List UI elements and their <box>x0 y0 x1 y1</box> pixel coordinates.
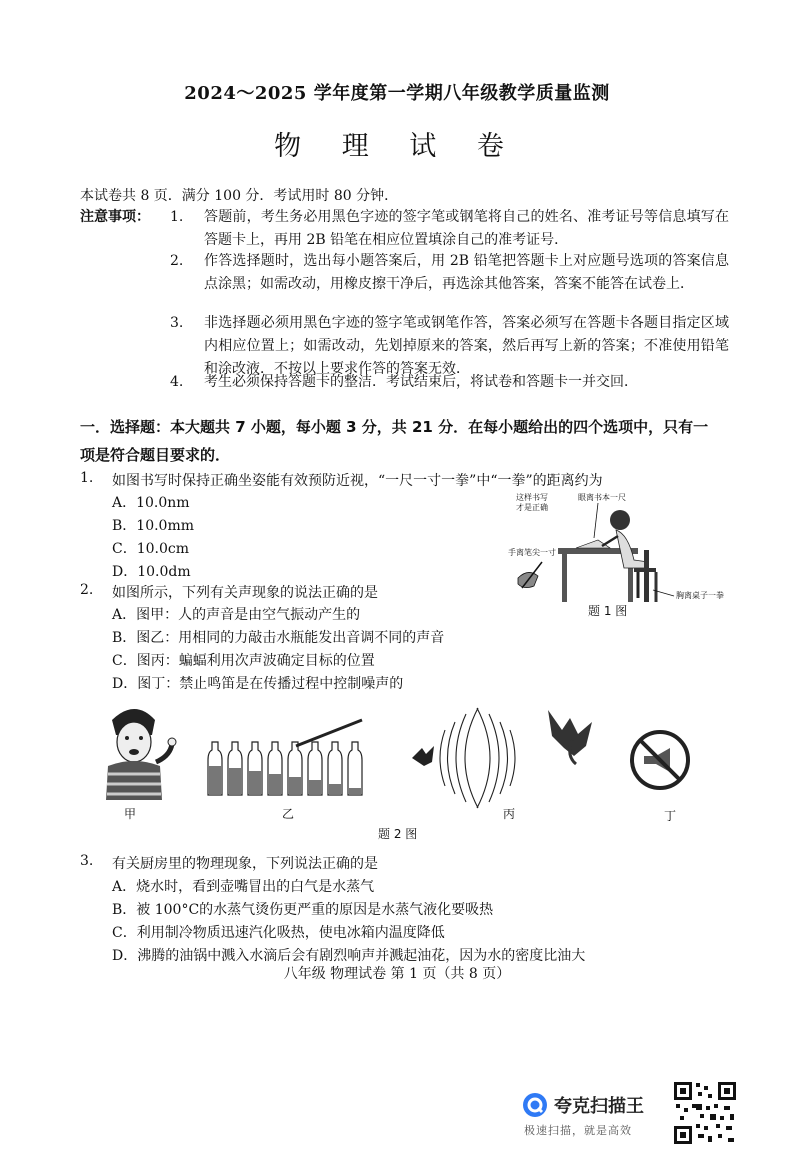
notice-label: 注意事项： <box>80 209 150 225</box>
question-number: 3. <box>80 853 94 869</box>
figure2-label-jia: 甲 <box>124 807 137 821</box>
figure2-label-yi: 乙 <box>282 807 295 821</box>
option-b: B．图乙：用相同的力敲击水瓶能发出音调不同的声音 <box>112 630 445 646</box>
label-correct-1: 这样书写 <box>516 493 548 502</box>
section-heading <box>80 413 720 469</box>
figure2-label-bing: 丙 <box>503 807 516 821</box>
bat-echolocation-illustration <box>412 708 592 808</box>
notice-item-number: 2. <box>170 253 184 269</box>
scanner-logo-icon <box>522 1092 548 1118</box>
option-c: C．利用制冷物质迅速汽化吸热，使电冰箱内温度降低 <box>112 925 445 941</box>
notice-item-text: 考生必须保持答题卡的整洁．考试结束后，将试卷和答题卡一并交回． <box>204 374 638 390</box>
option-b: B．被 100°C的水蒸气烫伤更严重的原因是水蒸气液化要吸热 <box>112 902 494 918</box>
option-a: A．烧水时，看到壶嘴冒出的白气是水蒸气 <box>112 879 375 895</box>
exam-title: 2024～2025 学年度第一学期八年级教学质量监测 <box>184 83 610 104</box>
speaking-person-illustration <box>106 709 176 800</box>
scanner-watermark <box>522 1090 672 1140</box>
option-c: C．10.0cm <box>112 541 189 557</box>
section-heading-line2: 项是符合题目要求的． <box>80 446 231 464</box>
no-honking-sign-icon <box>632 732 688 788</box>
notice-item-text: 作答选择题时，选出每小题答案后，用 2B 铅笔把答题卡上对应题号选项的答案信息点涂黑；如需改动，用橡皮擦干净后，再选涂其他答案，答案不能答在试卷上． <box>204 253 729 292</box>
question-number: 2. <box>80 582 94 598</box>
qr-code-image <box>672 1080 738 1146</box>
option-d: D．10.0dm <box>112 564 191 580</box>
notice-item-number: 4. <box>170 374 184 390</box>
writing-posture-figure <box>498 490 724 615</box>
scanner-slogan: 极速扫描，就是高效 <box>524 1124 632 1137</box>
question-text: 如图书写时保持正确坐姿能有效预防近视，“一尺一寸一拳”中“一拳”的距离约为 <box>112 473 603 489</box>
page-footer: 八年级 物理试卷 第 1 页（共 8 页） <box>283 966 511 982</box>
figure2-caption: 题 2 图 <box>378 827 418 841</box>
section-heading-line1: 一．选择题：本大题共 7 小题，每小题 3 分，共 21 分．在每小题给出的四个选项中，只有一 <box>80 418 709 436</box>
notice-item-number: 3. <box>170 315 184 331</box>
label-eye: 眼离书本一尺 <box>578 493 626 502</box>
option-a: A．图甲：人的声音是由空气振动产生的 <box>112 607 361 623</box>
figure1-caption: 题 1 图 <box>588 604 628 618</box>
option-d: D．沸腾的油锅中溅入水滴后会有剧烈响声并溅起油花，因为水的密度比油大 <box>112 948 586 964</box>
option-c: C．图丙：蝙蝠利用次声波确定目标的位置 <box>112 653 375 669</box>
question-text: 如图所示，下列有关声现象的说法正确的是 <box>112 585 378 601</box>
notice-item <box>170 206 730 252</box>
water-bottles-illustration <box>208 720 362 795</box>
notice-item-text: 答题前，考生务必用黑色字迹的签字笔或钢笔将自己的姓名、准考证号等信息填写在答题卡上，再用 2B 铅笔在相应位置填涂自己的准考证号． <box>204 209 729 248</box>
notice-item-text: 非选择题必须用黑色字迹的签字笔或钢笔作答，答案必须写在答题卡各题目指定区域内相应位置上；如需改动，先划掉原来的答案，然后再写上新的答案；不准使用铅笔和涂改液．不按以上要求作答的答案无效． <box>204 315 729 377</box>
question-text: 有关厨房里的物理现象，下列说法正确的是 <box>112 856 378 872</box>
figure2-label-ding: 丁 <box>664 809 677 823</box>
subject-title: 物 理 试 卷 <box>274 131 520 162</box>
label-pen: 手离笔尖一寸 <box>508 548 556 557</box>
scanner-brand: 夸克扫描王 <box>554 1096 644 1117</box>
option-b: B．10.0mm <box>112 518 195 534</box>
option-a: A．10.0nm <box>112 495 190 511</box>
label-correct-2: 才是正确 <box>516 503 548 512</box>
notice-item <box>170 371 730 394</box>
notice-item-number: 1. <box>170 209 184 225</box>
question-number: 1. <box>80 470 94 486</box>
option-d: D．图丁：禁止鸣笛是在传播过程中控制噪声的 <box>112 676 404 692</box>
sound-phenomena-figure <box>100 700 720 840</box>
notice-item <box>170 250 730 319</box>
label-chest: 胸离桌子一拳 <box>676 591 724 600</box>
exam-intro: 本试卷共 8 页．满分 100 分．考试用时 80 分钟． <box>80 188 399 204</box>
